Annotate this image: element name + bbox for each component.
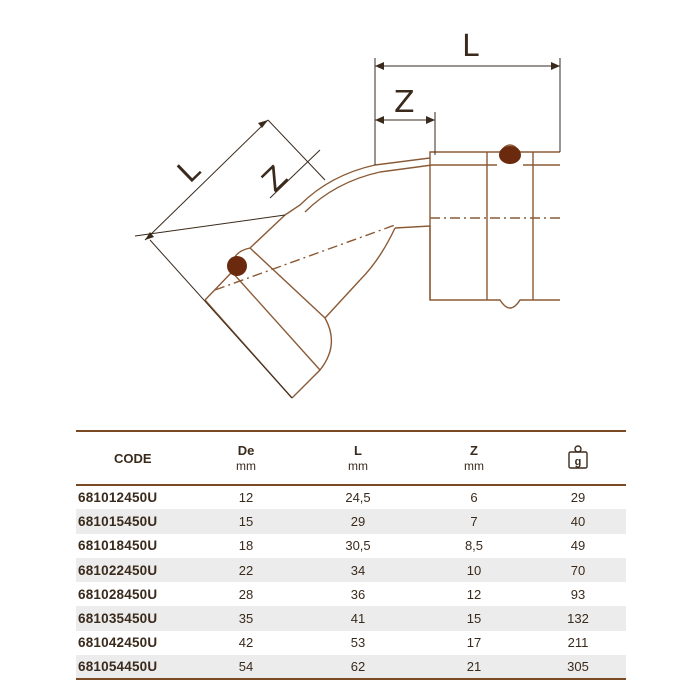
header-z: Z mm: [464, 443, 484, 473]
cell-weight: 29: [570, 490, 586, 506]
cell-code: 681042450U: [78, 635, 158, 651]
weight-icon: [567, 444, 589, 470]
top-L-label: L: [462, 29, 479, 64]
left-L-dimension: [145, 120, 268, 240]
svg-text:g: g: [574, 455, 582, 468]
header-code: CODE: [114, 450, 152, 466]
cell-z: 6: [470, 490, 478, 506]
cell-code: 681054450U: [78, 659, 158, 675]
left-L-label: L: [170, 153, 208, 190]
cell-code: 681018450U: [78, 538, 158, 554]
cell-weight: 93: [570, 586, 586, 602]
header-l: L mm: [348, 443, 368, 473]
cell-weight: 40: [570, 513, 586, 529]
right-seal: [499, 146, 521, 164]
arrow-left-L-high: [258, 120, 268, 128]
cell-weight: 305: [567, 659, 589, 675]
cell-l: 41: [350, 611, 366, 627]
left-seal: [227, 256, 247, 276]
cell-weight: 132: [567, 611, 589, 627]
cell-de: 42: [238, 635, 254, 651]
cell-l: 24,5: [345, 490, 371, 506]
cell-de: 54: [238, 659, 254, 675]
cell-de: 22: [238, 562, 254, 578]
cell-code: 681028450U: [78, 586, 158, 602]
left-L-extension-2: [150, 240, 292, 398]
cell-l: 29: [350, 513, 366, 529]
arrow-top-L-right: [551, 62, 560, 70]
header-de: De mm: [236, 443, 256, 473]
cell-l: 36: [350, 586, 366, 602]
cell-code: 681012450U: [78, 490, 158, 506]
right-socket-top-outline: [375, 145, 560, 165]
cell-code: 681035450U: [78, 611, 158, 627]
left-socket-step-1: [250, 248, 325, 318]
cell-l: 62: [350, 659, 366, 675]
cell-de: 12: [238, 490, 254, 506]
cell-de: 35: [238, 611, 254, 627]
bend-outer: [285, 165, 375, 215]
table-row: [76, 631, 626, 655]
table-row: [76, 509, 626, 533]
left-socket-lower: [292, 280, 360, 398]
left-socket-step-2: [232, 272, 320, 370]
left-L-extension-1: [135, 215, 285, 236]
right-socket-bottom-outline: [395, 226, 560, 308]
header-weight: [530, 431, 626, 485]
cell-z: 8,5: [464, 538, 484, 554]
arrow-top-Z-right: [426, 116, 435, 124]
cell-de: 28: [238, 586, 254, 602]
arrow-top-Z-left: [375, 116, 384, 124]
table-row: [76, 582, 626, 606]
table-header-row: [76, 431, 626, 485]
cell-z: 21: [466, 659, 482, 675]
cell-code: 681022450U: [78, 562, 158, 578]
cell-z: 15: [466, 611, 482, 627]
cell-l: 53: [350, 635, 366, 651]
cell-de: 18: [238, 538, 254, 554]
left-Z-label: Z: [255, 159, 296, 200]
table-row: [76, 558, 626, 582]
cell-z: 10: [466, 562, 482, 578]
table-row: [76, 485, 626, 509]
cell-weight: 49: [570, 538, 586, 554]
top-Z-label: Z: [394, 85, 415, 120]
cell-z: 12: [466, 586, 482, 602]
table-row: [76, 655, 626, 679]
arrow-top-L-left: [375, 62, 384, 70]
spec-table: [76, 430, 626, 680]
cell-weight: 70: [570, 562, 586, 578]
cell-weight: 211: [567, 635, 589, 651]
bend-inner-line: [305, 172, 380, 212]
cell-l: 30,5: [345, 538, 371, 554]
table-row: [76, 534, 626, 558]
table-row: [76, 606, 626, 630]
cell-code: 681015450U: [78, 513, 158, 529]
cell-z: 17: [466, 635, 482, 651]
cell-l: 34: [350, 562, 366, 578]
cell-de: 15: [238, 513, 254, 529]
bend-inner: [360, 228, 395, 280]
cell-z: 7: [470, 513, 478, 529]
